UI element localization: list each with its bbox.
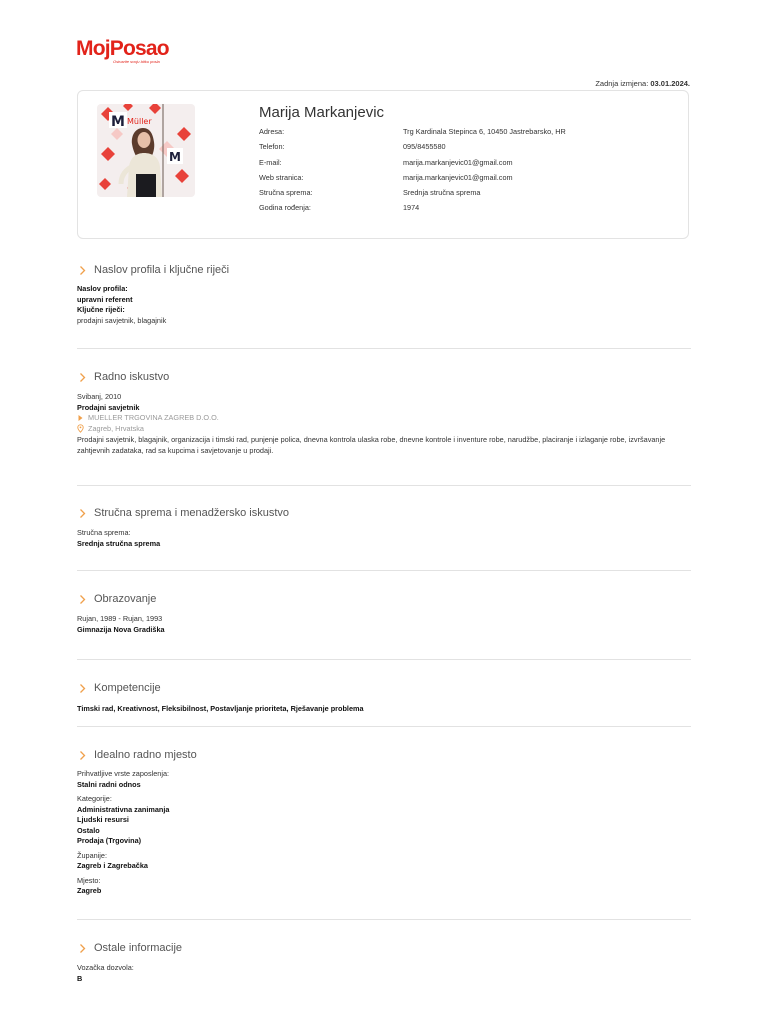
info-row-birth-year bbox=[259, 203, 679, 218]
category-item: Prodaja (Trgovina) bbox=[77, 836, 142, 845]
section-education bbox=[77, 592, 691, 635]
logo-brand: MojPosao bbox=[76, 37, 169, 60]
divider bbox=[77, 570, 691, 571]
section-title-text: Ostale informacije bbox=[94, 942, 183, 954]
county-value: Zagreb i Zagrebačka bbox=[77, 861, 148, 870]
license-value: B bbox=[77, 973, 83, 983]
info-row-phone bbox=[259, 142, 679, 157]
section-competences bbox=[77, 681, 691, 715]
chevron-right-icon bbox=[77, 683, 88, 694]
location-name: Zagreb, Hrvatska bbox=[88, 423, 144, 433]
last-modified-label: Zadnja izmjena: bbox=[595, 79, 649, 88]
logo-tagline: Ostvarite svoju bitku posla bbox=[113, 59, 160, 64]
profile-name: Marija Markanjevic bbox=[259, 104, 385, 121]
experience-position: Prodajni savjetnik bbox=[77, 402, 140, 412]
birth-year-label: Godina rođenja: bbox=[259, 203, 311, 213]
info-row-email bbox=[259, 158, 679, 173]
qualification-value: Srednja stručna sprema bbox=[403, 188, 481, 198]
category-item: Ljudski resursi bbox=[77, 815, 129, 824]
city-value: Zagreb bbox=[77, 886, 102, 895]
education-period: Rujan, 1989 - Rujan, 1993 bbox=[77, 614, 163, 623]
experience-location bbox=[77, 424, 691, 435]
section-title-text: Stručna sprema i menadžersko iskustvo bbox=[94, 507, 290, 519]
info-row-website bbox=[259, 173, 679, 188]
section-qualification bbox=[77, 506, 691, 549]
profile-photo bbox=[97, 104, 195, 197]
education-school: Gimnazija Nova Gradiška bbox=[77, 624, 165, 634]
headline-value: upravni referent bbox=[77, 294, 133, 304]
profile-info bbox=[259, 127, 679, 219]
profile-card bbox=[77, 90, 689, 239]
phone-value[interactable]: 095/8455580 bbox=[403, 142, 446, 152]
section-other-info bbox=[77, 941, 691, 984]
qualification-label: Stručna sprema: bbox=[259, 188, 313, 198]
section-title bbox=[77, 748, 691, 762]
experience-date: Svibanj, 2010 bbox=[77, 392, 122, 401]
section-title-text: Radno iskustvo bbox=[94, 371, 170, 383]
chevron-right-icon bbox=[77, 372, 88, 383]
divider bbox=[77, 919, 691, 920]
chevron-right-icon bbox=[77, 943, 88, 954]
employment-type-value: Stalni radni odnos bbox=[77, 779, 141, 789]
keywords-label: Ključne riječi: bbox=[77, 305, 125, 314]
svg-text:M: M bbox=[111, 114, 125, 130]
experience-description: Prodajni savjetnik, blagajnik, organizacija i timski rad, punjenje polica, dnevna kontrola ulaska robe, dnevne kontrole i inventure robe, narudžbe, placiranje i izlaganje robe, izvršavanje zahtjevnih zadataka, rad sa kupcima i savjetovanje u prodaji. bbox=[77, 435, 666, 455]
qualification-section-label: Stručna sprema: bbox=[77, 528, 131, 537]
section-ideal-job bbox=[77, 748, 691, 897]
divider bbox=[77, 726, 691, 727]
section-title bbox=[77, 681, 691, 695]
section-title bbox=[77, 941, 691, 955]
section-title bbox=[77, 592, 691, 606]
chevron-right-icon bbox=[77, 265, 88, 276]
svg-text:M: M bbox=[169, 150, 181, 164]
section-title bbox=[77, 263, 691, 277]
section-title bbox=[77, 506, 691, 520]
headline-label: Naslov profila: bbox=[77, 284, 128, 293]
section-title-text: Idealno radno mjesto bbox=[94, 749, 197, 761]
website-label: Web stranica: bbox=[259, 172, 304, 182]
caret-right-icon bbox=[77, 414, 84, 422]
last-modified-date: 03.01.2024. bbox=[650, 79, 690, 88]
competences-value: Timski rad, Kreativnost, Fleksibilnost, Postavljanje prioriteta, Rješavanje problema bbox=[77, 704, 364, 713]
last-modified bbox=[595, 79, 690, 88]
birth-year-value: 1974 bbox=[403, 203, 420, 213]
experience-company bbox=[77, 413, 691, 424]
email-label: E-mail: bbox=[259, 157, 282, 167]
phone-label: Telefon: bbox=[259, 142, 285, 152]
email-link[interactable]: marija.markanjevic01@gmail.com bbox=[403, 157, 513, 167]
qualification-section-value: Srednja stručna sprema bbox=[77, 538, 161, 548]
categories-label: Kategorije: bbox=[77, 794, 112, 803]
section-title-text: Kompetencije bbox=[94, 682, 161, 694]
section-title-text: Obrazovanje bbox=[94, 593, 157, 605]
chevron-right-icon bbox=[77, 594, 88, 605]
keywords-value: prodajni savjetnik, blagajnik bbox=[77, 315, 167, 325]
employment-type-label: Prihvatljive vrste zaposlenja: bbox=[77, 769, 170, 778]
info-row-address bbox=[259, 127, 679, 142]
chevron-right-icon bbox=[77, 750, 88, 761]
info-row-qualification bbox=[259, 188, 679, 203]
section-title-text: Naslov profila i ključne riječi bbox=[94, 264, 230, 276]
address-value: Trg Kardinala Stepinca 6, 10450 Jastrebarsko, HR bbox=[403, 127, 566, 136]
section-headline bbox=[77, 263, 691, 326]
category-item: Administrativna zanimanja bbox=[77, 804, 170, 814]
site-logo[interactable] bbox=[76, 38, 169, 64]
license-label: Vozačka dozvola: bbox=[77, 963, 134, 972]
divider bbox=[77, 348, 691, 349]
chevron-right-icon bbox=[77, 508, 88, 519]
company-name: MUELLER TRGOVINA ZAGREB D.O.O. bbox=[88, 413, 219, 422]
category-item: Ostalo bbox=[77, 825, 100, 835]
map-pin-icon bbox=[77, 424, 84, 433]
county-label: Županije: bbox=[77, 850, 108, 860]
section-title bbox=[77, 370, 691, 384]
divider bbox=[77, 485, 691, 486]
photo-sign-text: Müller bbox=[127, 117, 152, 126]
address-label: Adresa: bbox=[259, 127, 285, 136]
section-experience bbox=[77, 370, 691, 456]
city-label: Mjesto: bbox=[77, 875, 101, 885]
divider bbox=[77, 659, 691, 660]
website-link[interactable]: marija.markanjevic01@gmail.com bbox=[403, 172, 513, 182]
